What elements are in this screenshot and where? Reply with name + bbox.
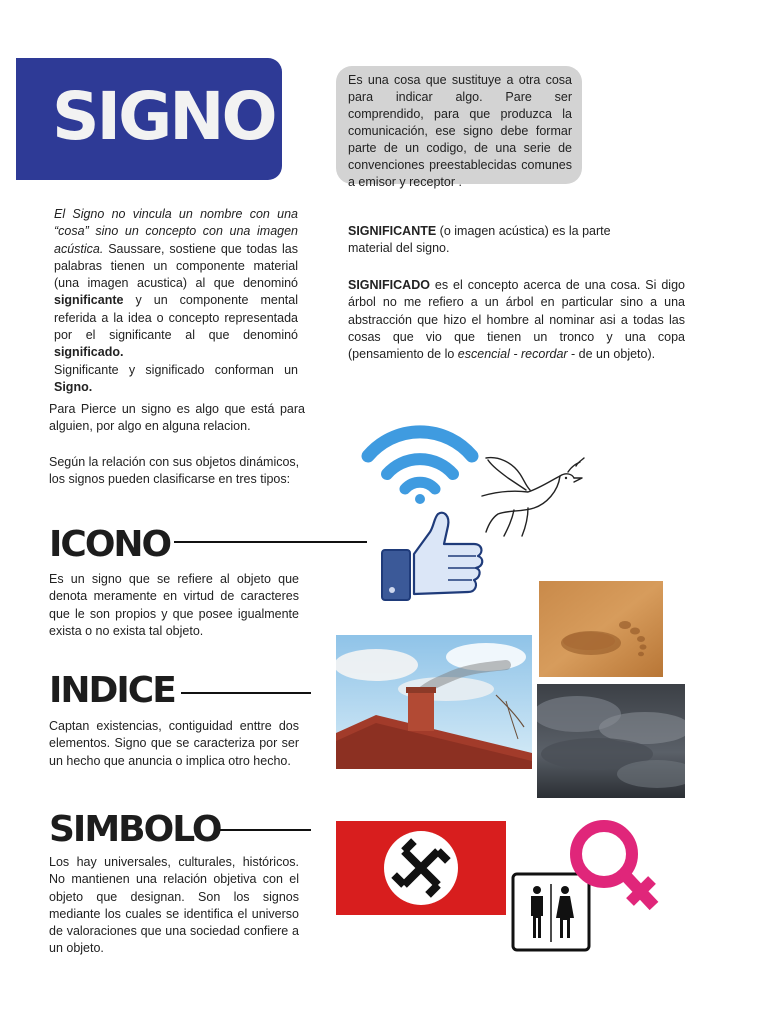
thumbs-up-icon bbox=[378, 508, 488, 604]
saussure-paragraph bbox=[54, 206, 298, 396]
female-symbol-icon bbox=[560, 816, 662, 916]
significante-paragraph bbox=[348, 223, 612, 258]
significado-italic: escencial - recordar bbox=[457, 347, 568, 362]
simbolo-text: Los hay universales, culturales, históricos. No mantienen una relación objetiva con el objeto que designan. Son los signos mediante los cuales se identifica el universo de valoraciones que una sociedad confiere a un objeto. bbox=[49, 855, 299, 956]
saussure-significante: significante bbox=[54, 293, 124, 308]
saussure-text-2: y un componente mental referida a la idea o concepto representada por el significante al que denominó bbox=[54, 293, 298, 343]
indice-rule bbox=[181, 692, 311, 694]
significado-text-1: es el concepto acerca de una cosa. Si digo árbol no me refiero a un árbol en particular sino a una abstracción que hizo el hombre al nominar asi a todas las cosas que vio que tienen un tronco y una copa (pensamiento de lo bbox=[348, 278, 685, 362]
significado-text-2: - de un objeto). bbox=[567, 347, 656, 362]
pierce-paragraph-2: Según la relación con sus objetos dinámicos, los signos pueden clasificarse en tres tipos: bbox=[49, 455, 300, 487]
significante-text: (o imagen acústica) es la parte material del signo. bbox=[348, 224, 611, 256]
indice-heading: INDICE bbox=[49, 670, 175, 711]
icono-heading: ICONO bbox=[49, 524, 171, 565]
simbolo-heading: SIMBOLO bbox=[49, 809, 221, 850]
chimney-smoke-photo bbox=[336, 635, 532, 769]
significado-paragraph bbox=[348, 277, 685, 363]
page-title: SIGNO bbox=[52, 78, 275, 155]
saussure-text-1: Saussare, sostiene que todas las palabras tienen un componente material (una imagen acustica) al que denominó bbox=[54, 241, 298, 291]
saussure-significado: significado. bbox=[54, 345, 124, 360]
significado-term: SIGNIFICADO bbox=[348, 278, 430, 292]
swastika-flag-icon bbox=[336, 821, 506, 915]
definition-box bbox=[336, 66, 582, 189]
saussure-signo: Signo. bbox=[54, 379, 93, 394]
storm-clouds-photo bbox=[537, 684, 685, 798]
significante-term: SIGNIFICANTE bbox=[348, 224, 437, 238]
wifi-icon bbox=[360, 422, 480, 506]
icono-rule bbox=[174, 541, 367, 543]
saussure-text-3: Significante y significado conforman un bbox=[54, 362, 298, 377]
pierce-paragraph-1: Para Pierce un signo es algo que está para alguien, por algo en alguna relacion. bbox=[49, 402, 305, 434]
simbolo-rule bbox=[220, 829, 311, 831]
dove-icon bbox=[478, 452, 586, 542]
footprint-in-sand-photo bbox=[539, 581, 663, 677]
indice-text: Captan existencias, contiguidad enttre dos elementos. Signo que se caracteriza por ser un hecho que anuncia o implica otro hecho. bbox=[49, 719, 299, 768]
definition-text: Es una cosa que sustituye a otra cosa para indicar algo. Pare ser comprendido, para que produzca la comunicación, ese signo debe formar parte de un codigo, de una serie de convenciones preestablecidas comunes a emisor y receptor . bbox=[348, 73, 572, 189]
title-box bbox=[16, 58, 282, 180]
icono-text: Es un signo que se refiere al objeto que denota meramente en virtud de caracteres que le son propios y que posee igualmente exista o no exista tal objeto. bbox=[49, 572, 299, 638]
saussure-intro: El Signo no vincula un nombre con una “cosa” sino un concepto con una imagen acústica. bbox=[54, 207, 298, 256]
